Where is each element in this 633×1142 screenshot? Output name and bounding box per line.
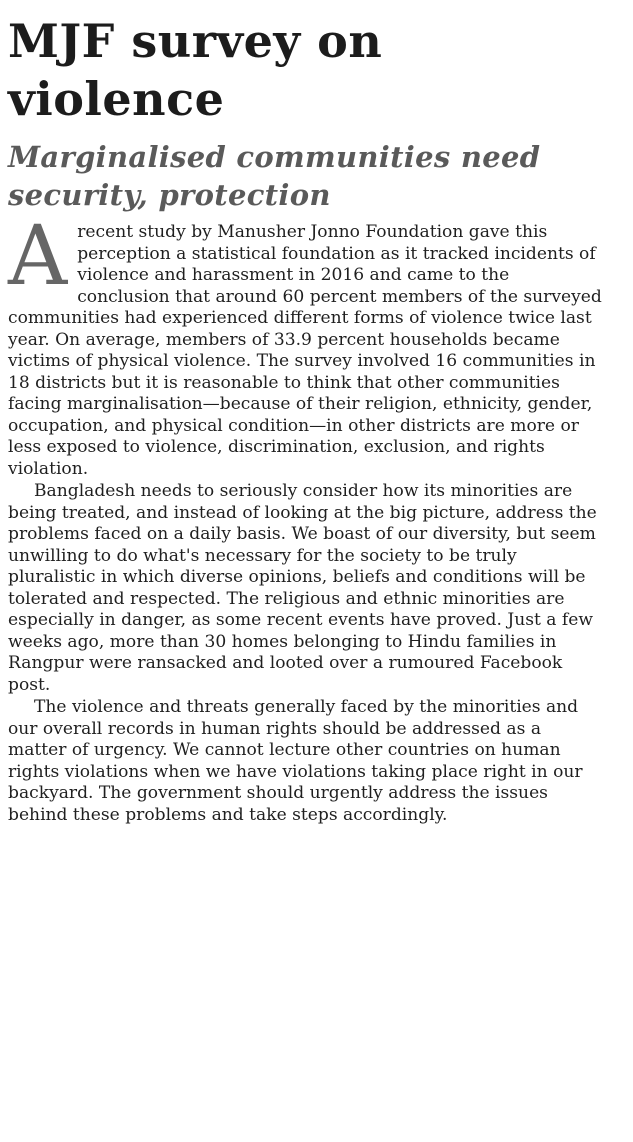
paragraph-3: The violence and threats generally faced by the minorities and our overall records in human rights should be addressed as a matter of urgency. We cannot lecture other countries on human rights violations when we have violations taking place right in our backyard. The government should urgently address the issues behind these problems and take steps accordingly.: [8, 697, 583, 825]
article-body: [8, 209, 602, 826]
paragraph-2: Bangladesh needs to seriously consider how its minorities are being treated, and instead of looking at the big picture, address the problems faced on a daily basis. We boast of our diversity, but seem unwilling to do what's necessary for the society to be truly pluralistic in which diverse opinions, beliefs and conditions will be tolerated and respected. The religious and ethnic minorities are especially in danger, as some recent events have proved. Just a few weeks ago, more than 30 homes belonging to Hindu families in Rangpur were ransacked and looted over a rumoured Facebook post.: [8, 481, 597, 695]
subheadline: Marginalised communities need security, protection: [8, 140, 541, 212]
headline: MJF survey on violence: [8, 14, 383, 126]
paragraph-1-text: recent study by Manusher Jonno Foundation gave this perception a statistical foundation as it tracked incidents of violence and harassment in 2016 and came to the conclusion that around 60 percent members of the surveyed communities had experienced different forms of violence twice last year. On average, members of 33.9 percent households became victims of physical violence. The survey involved 16 communities in 18 districts but it is reasonable to think that other communities facing marginalisation—because of their religion, ethnicity, gender, occupation, and physical condition—in other districts are more or less exposed to violence, discrimination, exclusion, and rights violation.: [8, 222, 602, 479]
drop-cap: A: [8, 209, 68, 304]
article: [8, 12, 602, 826]
paragraph-1: [8, 209, 602, 480]
